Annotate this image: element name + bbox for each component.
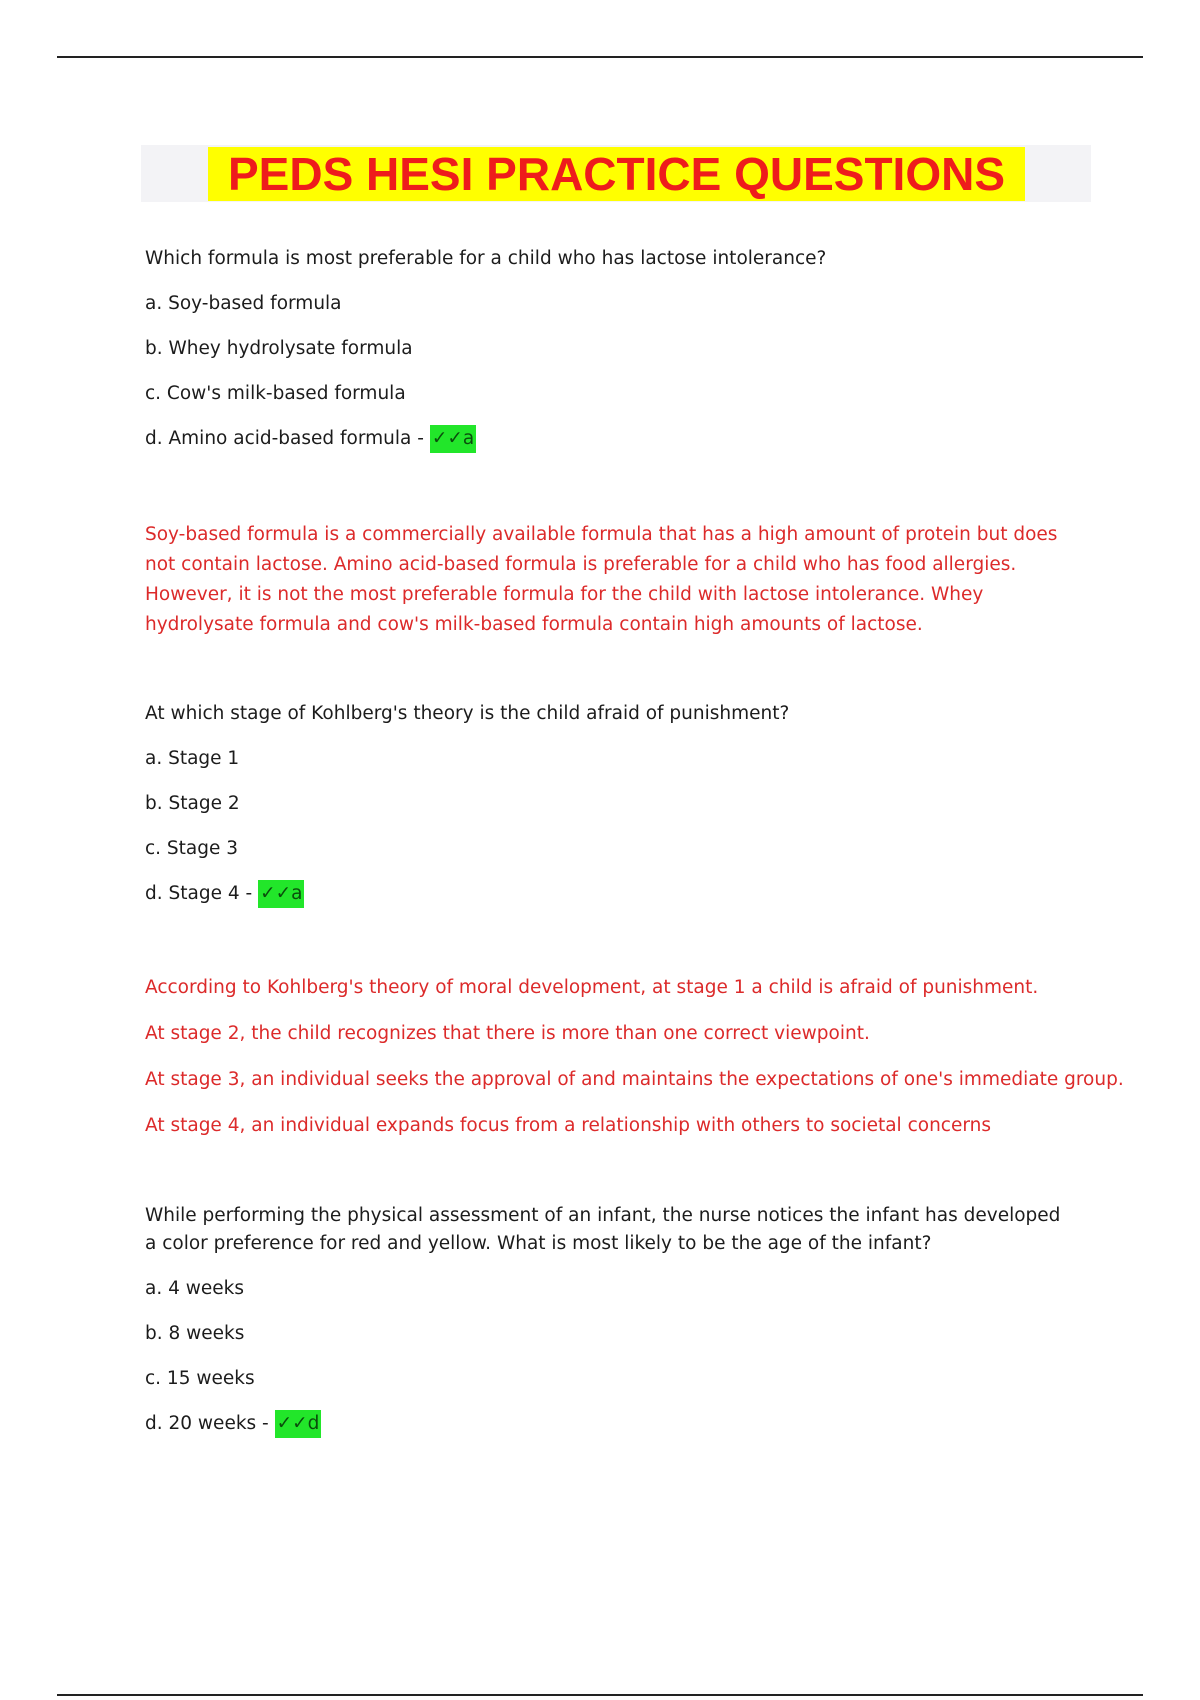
option-b: b. Whey hydrolysate formula [145,338,413,359]
option-b: b. 8 weeks [145,1323,245,1344]
option-b: b. Stage 2 [145,793,240,814]
option-a: a. Soy-based formula [145,293,342,314]
question-block-2 [145,700,1095,924]
option-d-label: d. Stage 4 - [145,883,259,904]
option-c: c. Cow's milk-based formula [145,383,406,404]
correct-answer-badge: ✓✓a [430,425,476,453]
question-text: Which formula is most preferable for a child who has lactose intolerance? [145,248,827,269]
correct-answer-badge: ✓✓a [258,880,304,908]
rationale-text: Soy-based formula is a commercially available formula that has a high amount of protein but does not contain lactose. Amino acid-based formula is preferable for a child who has food allergies. However, it is not the most preferable formula for the child with lactose intolerance. Whey hydrolysate formula and cow's milk-based formula contain high amounts of lactose. [145,524,1058,635]
bottom-rule [57,1694,1143,1696]
option-d [145,1409,1065,1438]
option-a: a. Stage 1 [145,748,240,769]
option-d [145,424,1095,453]
rationale-line-3: At stage 3, an individual seeks the approval of and maintains the expectations of one's immediate group. [145,1069,1124,1090]
rationale-block-2 [145,973,1124,1157]
option-c: c. 15 weeks [145,1368,255,1389]
question-text: At which stage of Kohlberg's theory is the child afraid of punishment? [145,703,790,724]
question-block-1 [145,245,1095,469]
top-rule [57,56,1143,58]
option-d-label: d. Amino acid-based formula - [145,428,430,449]
question-text: While performing the physical assessment of an infant, the nurse notices the infant has developed a color preference for red and yellow. What is most likely to be the age of the infant? [145,1205,1061,1254]
document-title: PEDS HESI PRACTICE QUESTIONS [208,147,1025,201]
option-d-label: d. 20 weeks - [145,1413,275,1434]
rationale-line-4: At stage 4, an individual expands focus from a relationship with others to societal concerns [145,1115,991,1136]
rationale-line-2: At stage 2, the child recognizes that there is more than one correct viewpoint. [145,1023,870,1044]
option-c: c. Stage 3 [145,838,239,859]
option-a: a. 4 weeks [145,1278,244,1299]
rationale-block-1 [145,520,1090,640]
correct-answer-badge: ✓✓d [275,1410,322,1438]
question-block-3 [145,1202,1065,1454]
option-d [145,879,1095,908]
rationale-line-1: According to Kohlberg's theory of moral development, at stage 1 a child is afraid of punishment. [145,977,1039,998]
